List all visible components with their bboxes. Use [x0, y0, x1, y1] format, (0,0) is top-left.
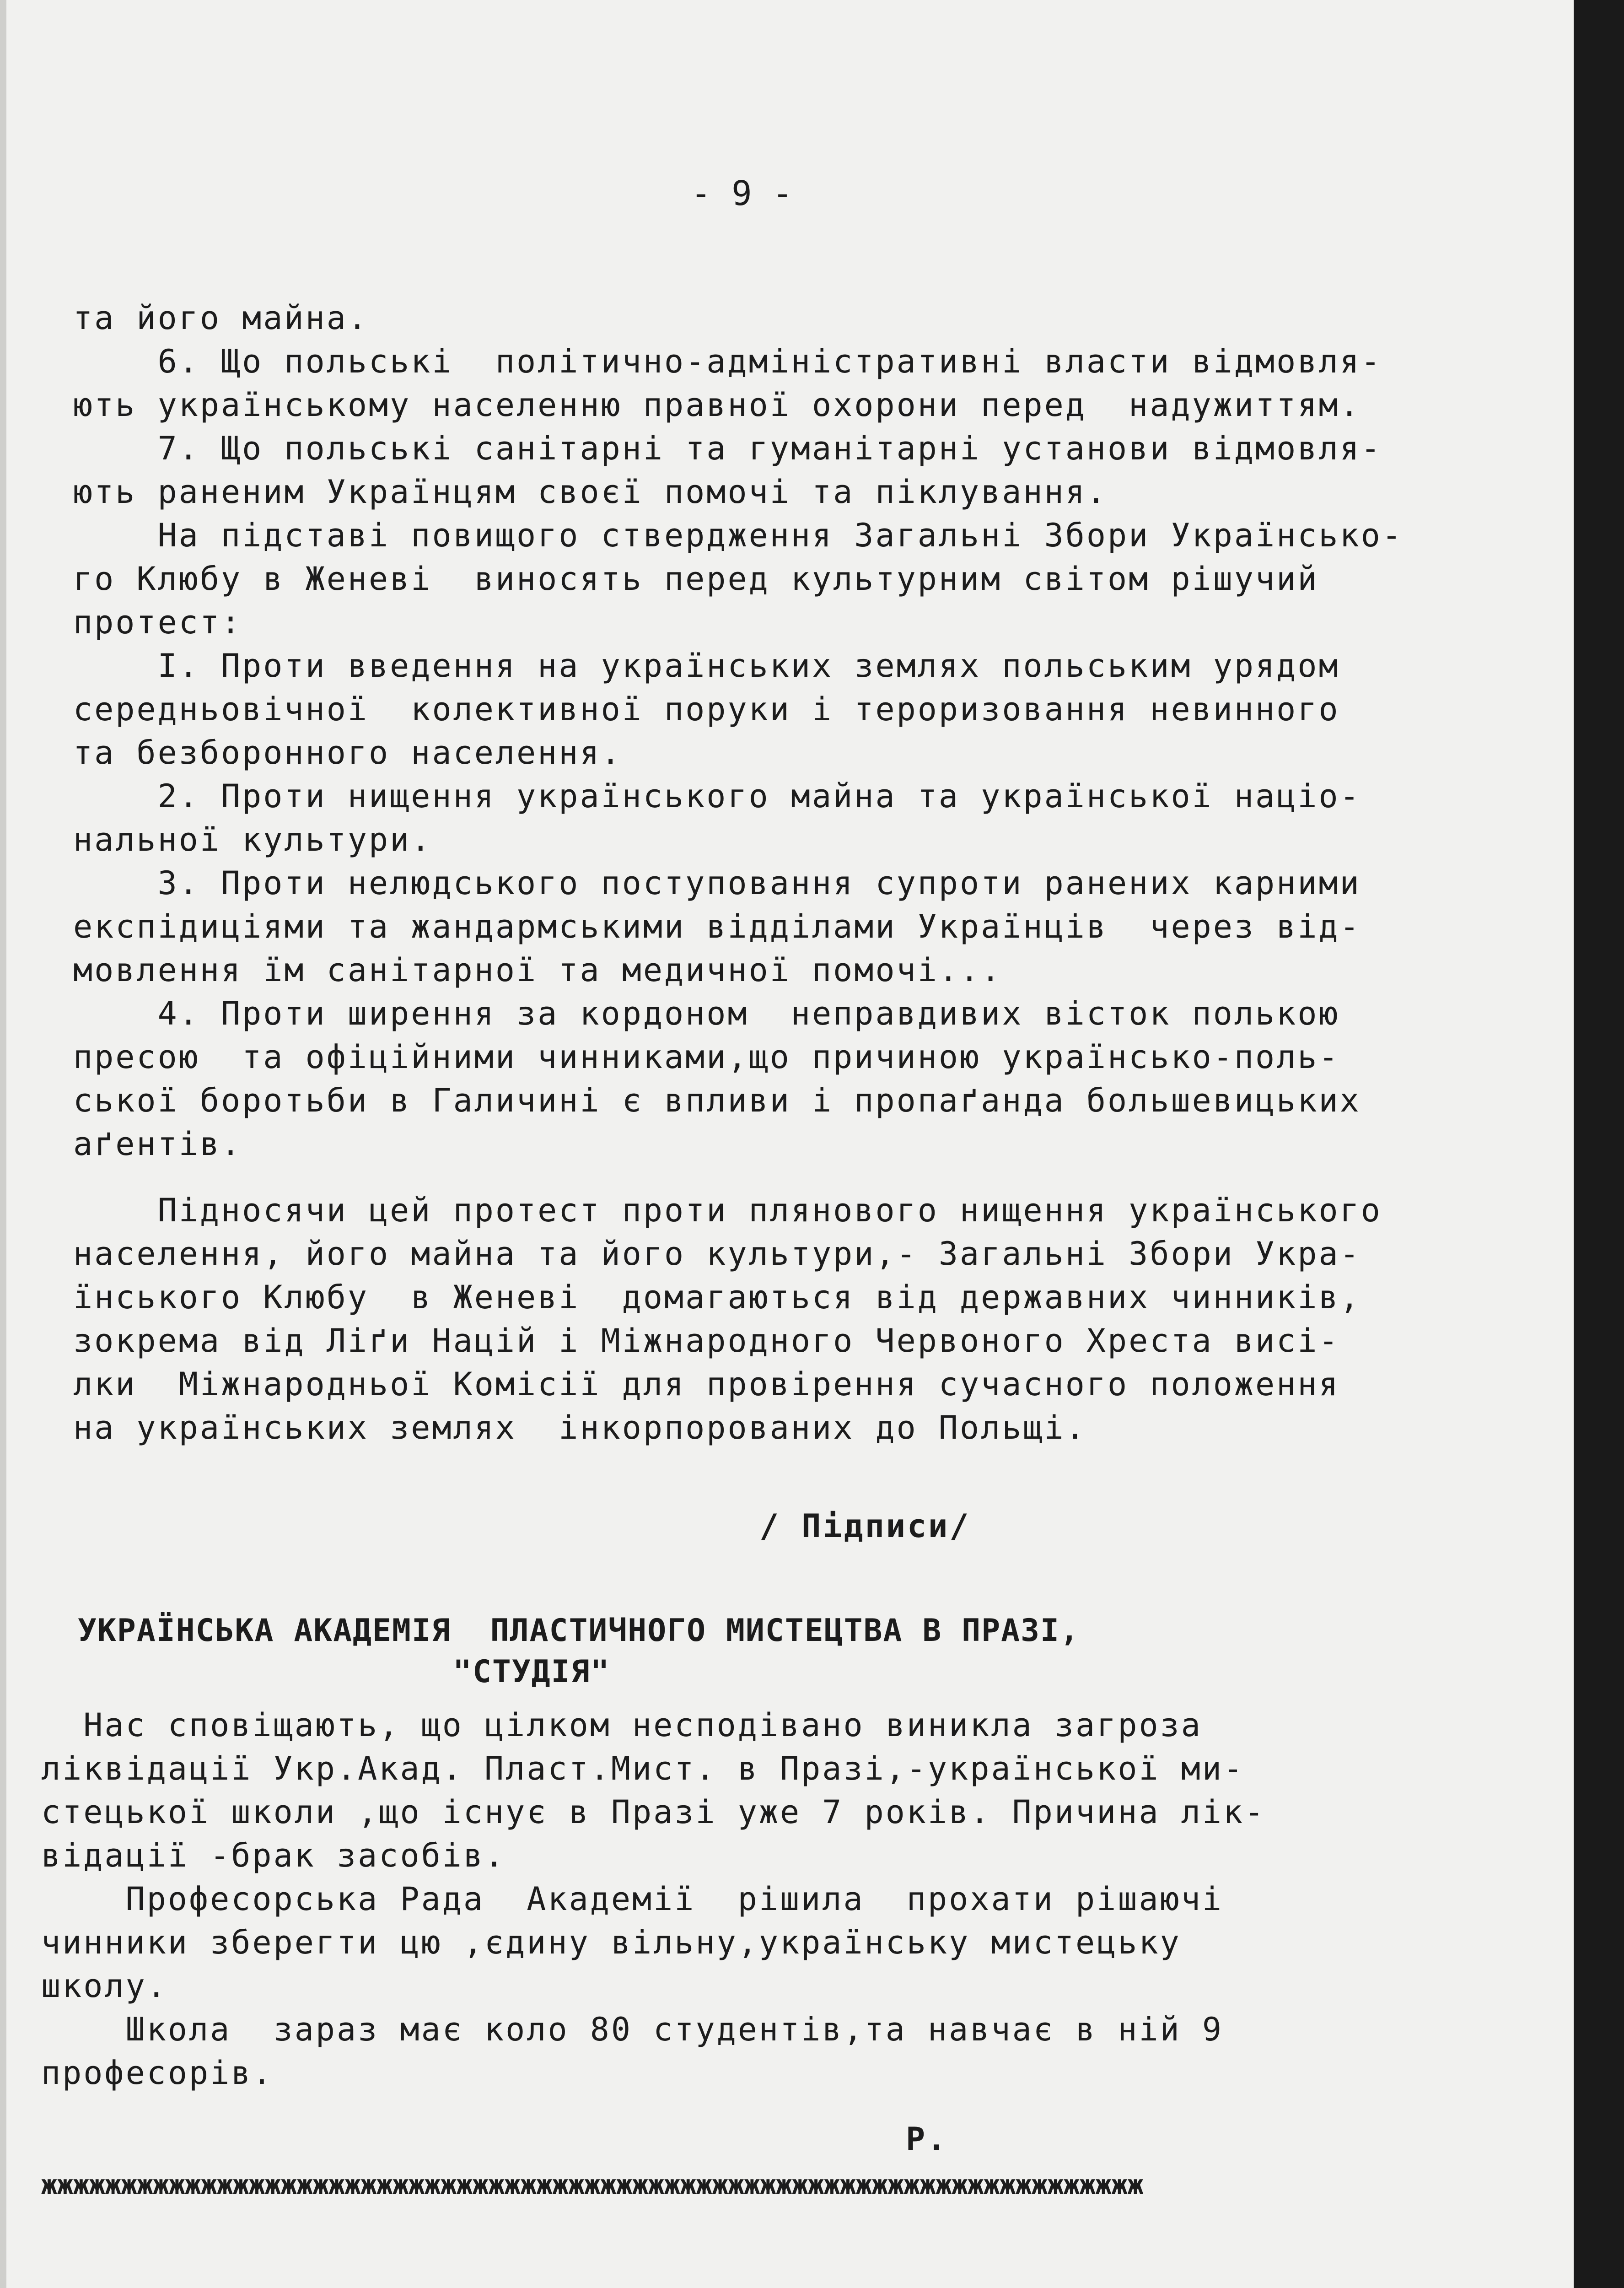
protest-line: аґентів.	[73, 1125, 242, 1163]
appeal-line: зокрема від Ліґи Націй і Міжнародного Червоного Хреста висі-	[73, 1322, 1340, 1360]
protest-line: середньовічної колективної поруки і тероризовання невинного	[73, 691, 1340, 728]
protest-line: ють раненим Українцям своєї помочі та піклування.	[73, 473, 1108, 511]
protest-line: мовлення їм санітарної та медичної помочі...	[73, 951, 1002, 989]
protest-line: На підставі повищого ствердження Загальні Збори Українсько-	[73, 517, 1404, 554]
appeal-line: Підносячи цей протест проти плянового нищення українського	[73, 1192, 1382, 1229]
scan-right-edge	[1574, 0, 1624, 2288]
protest-line: 7. Що польські санітарні та гуманітарні установи відмовля-	[73, 430, 1382, 467]
protest-line: го Клюбу в Женеві виносять перед культурним світом рішучий	[73, 560, 1319, 598]
author-initial: Р.	[906, 2121, 948, 2158]
academy-line: чинники зберегти цю ,єдину вільну,українську мистецьку	[41, 1924, 1181, 1961]
academy-line: професорів.	[41, 2054, 274, 2092]
academy-subheading: "СТУДІЯ"	[453, 1654, 610, 1690]
protest-line: 6. Що польські політично-адміністративні власти відмовля-	[73, 343, 1382, 380]
signatures: / Підписи/	[759, 1507, 971, 1545]
academy-line: Нас сповіщають, що цілком несподівано виникла загроза	[41, 1706, 1202, 1744]
academy-line: ліквідації Укр.Акад. Пласт.Мист. в Празі,-української ми-	[41, 1750, 1245, 1787]
academy-line: школу.	[41, 1967, 168, 2005]
protest-line: 3. Проти нелюдського поступовання супроти ранених карними	[73, 864, 1361, 902]
protest-line: нальної культури.	[73, 821, 432, 858]
scan-left-edge	[0, 0, 6, 2288]
academy-line: стецької школи ,що існує в Празі уже 7 років. Причина лік-	[41, 1793, 1266, 1831]
protest-line: ють українському населенню правної охорони перед надужиттям.	[73, 386, 1361, 424]
protest-line: пресою та офіційними чинниками,що причиною українсько-поль-	[73, 1038, 1340, 1076]
section-divider: жжжжжжжжжжжжжжжжжжжжжжжжжжжжжжжжжжжжжжжжжжжжжжжжжжжжжжжжжжжжжжжжжжжжж	[41, 2169, 1144, 2200]
page-number: - 9 -	[691, 174, 793, 213]
protest-line: експідиціями та жандармськими відділами Українців через від-	[73, 908, 1361, 945]
academy-line: Професорська Рада Академії рішила прохати рішаючі	[41, 1880, 1224, 1918]
protest-line: І. Проти введення на українських землях польським урядом	[73, 647, 1340, 685]
appeal-line: їнського Клюбу в Женеві домагаються від державних чинників,	[73, 1279, 1361, 1316]
protest-line: та безборонного населення.	[73, 734, 622, 772]
appeal-line: лки Міжнародньої Комісії для провірення сучасного положення	[73, 1365, 1340, 1403]
protest-line: 2. Проти нищення українського майна та української націо-	[73, 777, 1361, 815]
protest-line: ської боротьби в Галичині є впливи і пропаґанда большевицьких	[73, 1082, 1361, 1119]
academy-line: Школа зараз має коло 80 студентів,та навчає в ній 9	[41, 2011, 1224, 2048]
protest-line: 4. Проти ширення за кордоном неправдивих вісток полькою	[73, 995, 1340, 1032]
appeal-line: на українських землях інкорпорованих до Польщі.	[73, 1409, 1086, 1446]
protest-line: та його майна.	[73, 299, 369, 337]
academy-heading: УКРАЇНСЬКА АКАДЕМІЯ ПЛАСТИЧНОГО МИСТЕЦТВА В ПРАЗІ,	[78, 1613, 1080, 1649]
appeal-line: населення, його майна та його культури,- Загальні Збори Укра-	[73, 1235, 1361, 1273]
academy-line: відації -брак засобів.	[41, 1837, 506, 1874]
protest-line: протест:	[73, 604, 242, 641]
